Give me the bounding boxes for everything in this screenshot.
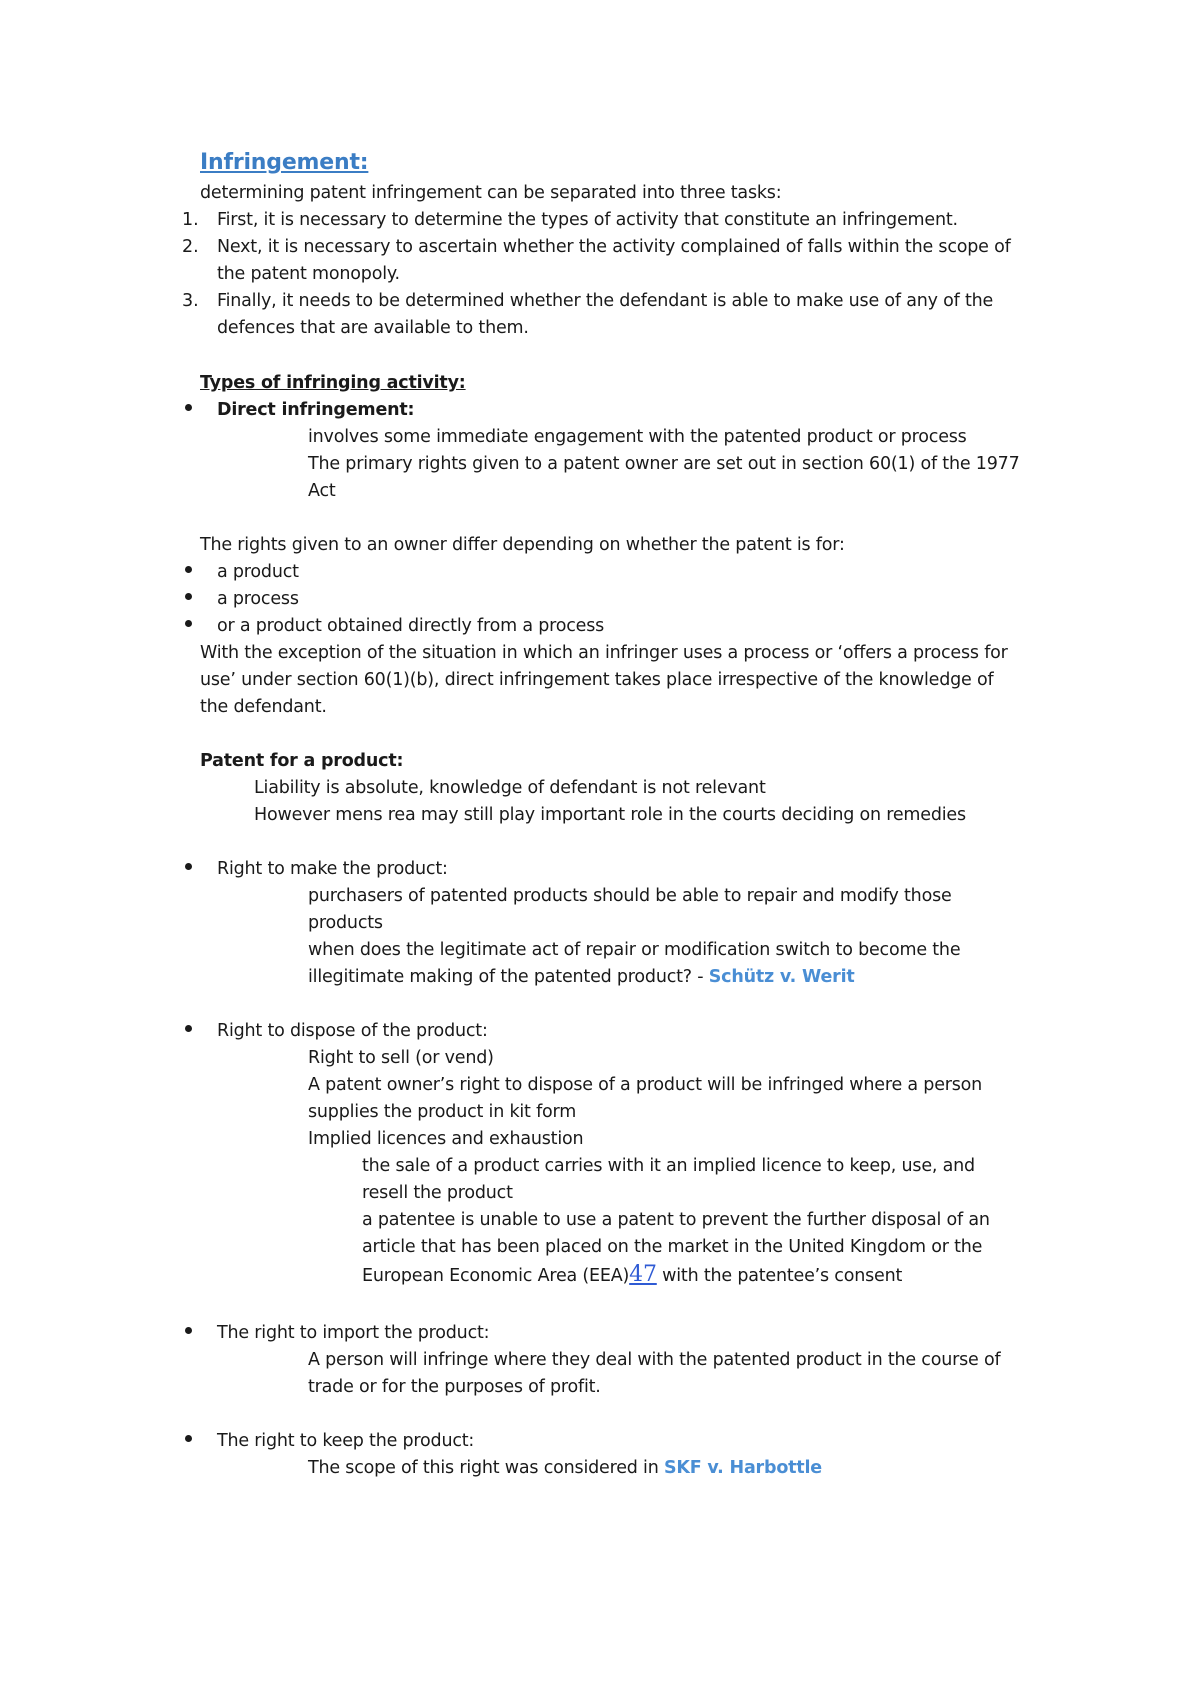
dispose-text: A patent owner’s right to dispose of a product will be infringed where a person — [308, 1075, 983, 1095]
import-text: A person will infringe where they deal with the patented product in the course of — [308, 1350, 1001, 1370]
dispose-subtext: resell the product — [362, 1183, 513, 1203]
intro-text: determining patent infringement can be separated into three tasks: — [200, 183, 782, 203]
make-heading: Right to make the product: — [217, 859, 448, 879]
dispose-subtext: the sale of a product carries with it an implied licence to keep, use, and — [362, 1156, 975, 1176]
patent-kind: or a product obtained directly from a process — [217, 616, 605, 636]
keep-text: The scope of this right was considered in — [308, 1458, 664, 1478]
exception-text: use’ under section 60(1)(b), direct infringement takes place irrespective of the knowledge of — [200, 670, 994, 690]
task-number: 1. — [182, 210, 199, 230]
product-heading: Patent for a product: — [200, 751, 404, 771]
task-text: Finally, it needs to be determined whether the defendant is able to make use of any of the — [217, 291, 994, 311]
task-number: 2. — [182, 237, 199, 257]
task-text: the patent monopoly. — [217, 264, 400, 284]
dispose-subtext-with-footnote — [362, 1261, 902, 1290]
exception-text: With the exception of the situation in which an infringer uses a process or ‘offers a process for — [200, 643, 1008, 663]
bullet-icon — [185, 863, 192, 870]
import-text: trade or for the purposes of profit. — [308, 1377, 601, 1397]
task-number: 3. — [182, 291, 199, 311]
page-title: Infringement: — [200, 150, 369, 175]
case-citation: SKF v. Harbottle — [663, 1458, 822, 1478]
direct-text: The primary rights given to a patent owner are set out in section 60(1) of the 1977 — [308, 454, 1020, 474]
import-heading: The right to import the product: — [217, 1323, 490, 1343]
rights-intro: The rights given to an owner differ depending on whether the patent is for: — [200, 535, 845, 555]
patent-kind: a product — [217, 562, 299, 582]
make-text: illegitimate making of the patented product? - — [308, 967, 709, 987]
dispose-subtext: article that has been placed on the market in the United Kingdom or the — [362, 1237, 983, 1257]
make-text-with-case — [308, 964, 855, 991]
product-text: However mens rea may still play important role in the courts deciding on remedies — [254, 805, 966, 825]
dispose-text: Right to sell (or vend) — [308, 1048, 494, 1068]
dispose-subtext-tail: with the patentee’s consent — [656, 1266, 903, 1286]
product-text: Liability is absolute, knowledge of defendant is not relevant — [254, 778, 766, 798]
bullet-icon — [185, 1435, 192, 1442]
case-citation: Schütz v. Werit — [708, 967, 855, 987]
task-text: First, it is necessary to determine the types of activity that constitute an infringement. — [217, 210, 958, 230]
make-text: when does the legitimate act of repair or modification switch to become the — [308, 940, 961, 960]
task-text: Next, it is necessary to ascertain whether the activity complained of falls within the scope of — [217, 237, 1011, 257]
task-text: defences that are available to them. — [217, 318, 529, 338]
bullet-icon — [185, 1025, 192, 1032]
bullet-icon — [185, 404, 192, 411]
bullet-icon — [185, 620, 192, 627]
dispose-heading: Right to dispose of the product: — [217, 1021, 488, 1041]
bullet-icon — [185, 566, 192, 573]
patent-kind: a process — [217, 589, 299, 609]
dispose-subtext: a patentee is unable to use a patent to prevent the further disposal of an — [362, 1210, 990, 1230]
footnote-link[interactable]: 47 — [629, 1262, 657, 1287]
direct-text: Act — [308, 481, 336, 501]
keep-text-with-case — [308, 1455, 822, 1482]
direct-text: involves some immediate engagement with the patented product or process — [308, 427, 967, 447]
make-text: products — [308, 913, 383, 933]
dispose-subtext: European Economic Area (EEA) — [362, 1266, 630, 1286]
keep-heading: The right to keep the product: — [217, 1431, 475, 1451]
dispose-text: supplies the product in kit form — [308, 1102, 577, 1122]
types-heading: Types of infringing activity: — [200, 373, 466, 393]
dispose-text: Implied licences and exhaustion — [308, 1129, 584, 1149]
direct-heading: Direct infringement: — [217, 400, 415, 420]
exception-text: the defendant. — [200, 697, 327, 717]
bullet-icon — [185, 593, 192, 600]
bullet-icon — [185, 1327, 192, 1334]
make-text: purchasers of patented products should be able to repair and modify those — [308, 886, 952, 906]
